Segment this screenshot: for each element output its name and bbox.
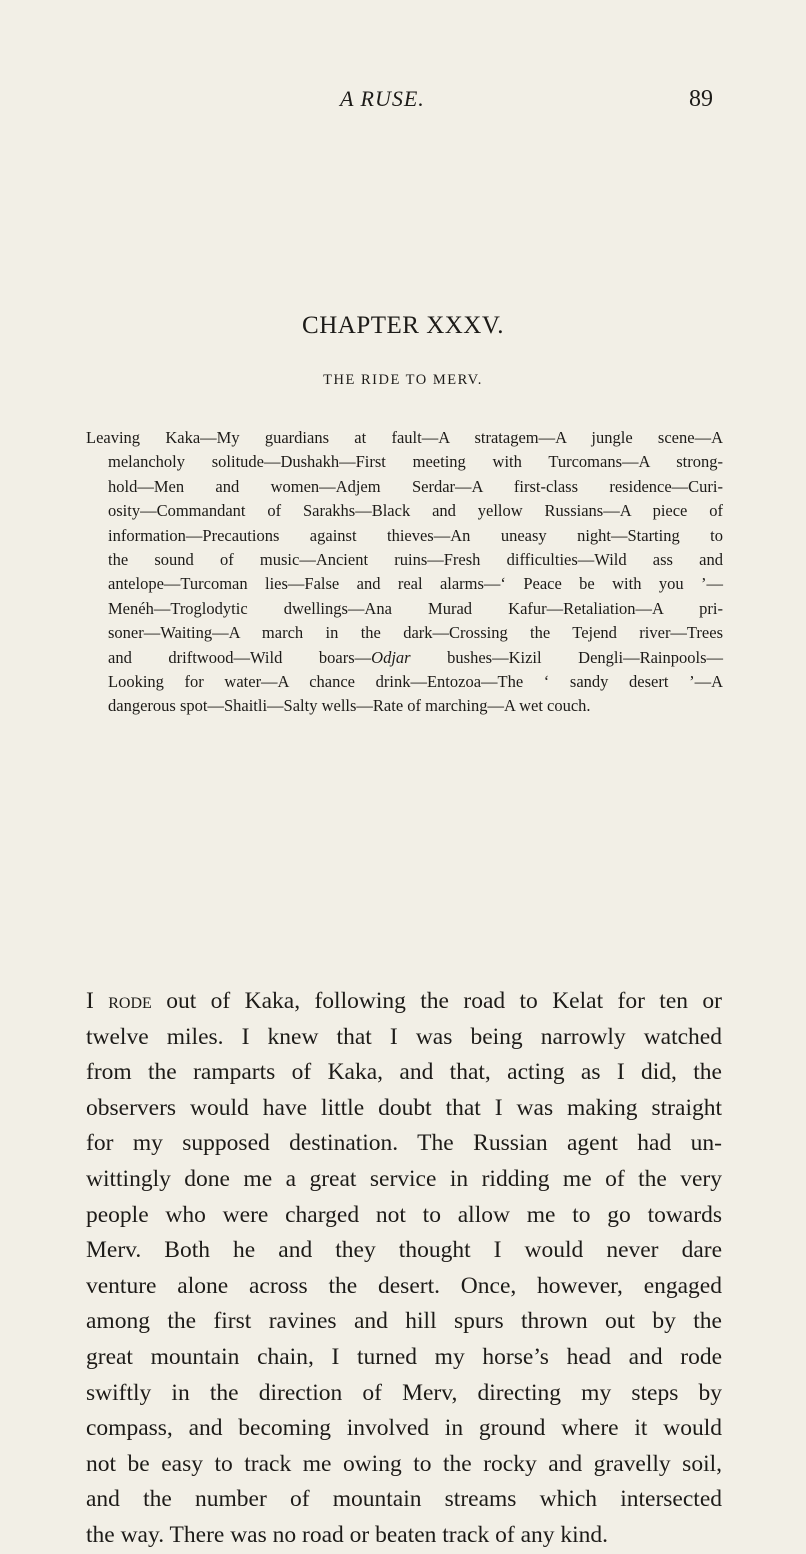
body-line-rest: out of Kaka, following the road to Kelat for ten or (151, 988, 722, 1014)
body-line: for my supposed destination. The Russian agent had un- (86, 1130, 722, 1157)
summary-line: information—Precautions against thieves—An uneasy night—Starting to (108, 525, 723, 545)
summary-line: hold—Men and women—Adjem Serdar—A first-class residence—Curi- (108, 476, 723, 496)
running-title: A RUSE. (340, 86, 425, 111)
body-line: not be easy to track me owing to the rocky and gravelly soil, (86, 1450, 722, 1477)
summary-line: Leaving Kaka—My guardians at fault—A stratagem—A jungle scene—A (86, 428, 723, 447)
summary-line-tail: bushes—Kizil Dengli—Rainpools— (410, 647, 723, 667)
body-line: people who were charged not to allow me to go towards (86, 1201, 722, 1228)
body-line: swiftly in the direction of Merv, directing my steps by (86, 1379, 722, 1406)
chapter-subtitle: THE RIDE TO MERV. (323, 372, 483, 388)
summary-line: dangerous spot—Shaitli—Salty wells—Rate of marching—A wet couch. (108, 696, 591, 716)
summary-line: soner—Waiting—A march in the dark—Crossing the Tejend river—Trees (108, 623, 723, 643)
body-line: compass, and becoming involved in ground where it would (86, 1415, 722, 1442)
chapter-title: CHAPTER XXXV. (302, 312, 504, 339)
summary-line: osity—Commandant of Sarakhs—Black and yellow Russians—A piece of (108, 501, 723, 521)
body-line: wittingly done me a great service in ridding me of the very (86, 1165, 722, 1192)
body-line: Merv. Both he and they thought I would never dare (86, 1237, 722, 1264)
summary-line: Looking for water—A chance drink—Entozoa—The ‘ sandy desert ’—A (108, 672, 723, 692)
body-line: twelve miles. I knew that I was being narrowly watched (86, 1023, 722, 1050)
body-line: and the number of mountain streams which intersected (86, 1486, 722, 1513)
summary-line: the sound of music—Ancient ruins—Fresh difficulties—Wild ass and (108, 550, 723, 570)
body-line-first (86, 984, 722, 1020)
summary-line: Menéh—Troglodytic dwellings—Ana Murad Kafur—Retaliation—A pri- (108, 598, 723, 618)
summary-line-with-italic (86, 646, 723, 670)
opening-words: I rode (86, 988, 152, 1014)
summary-line: melancholy solitude—Dushakh—First meeting with Turcomans—A strong- (108, 452, 723, 472)
body-line: observers would have little doubt that I was making straight (86, 1094, 722, 1121)
body-paragraph (86, 984, 722, 1554)
running-head (0, 86, 806, 118)
page-number: 89 (689, 86, 713, 112)
body-line: venture alone across the desert. Once, however, engaged (86, 1272, 722, 1299)
body-line: great mountain chain, I turned my horse’s head and rode (86, 1343, 722, 1370)
summary-line: antelope—Turcoman lies—False and real alarms—‘ Peace be with you ’— (108, 574, 723, 594)
body-line: from the ramparts of Kaka, and that, acting as I did, the (86, 1059, 722, 1086)
summary-line-head: and driftwood—Wild boars— (108, 647, 372, 667)
chapter-summary (86, 426, 723, 719)
body-line: among the first ravines and hill spurs thrown out by the (86, 1308, 722, 1335)
body-line: the way. There was no road or beaten track of any kind. (86, 1521, 609, 1548)
summary-italic-word: Odjar (371, 647, 411, 667)
